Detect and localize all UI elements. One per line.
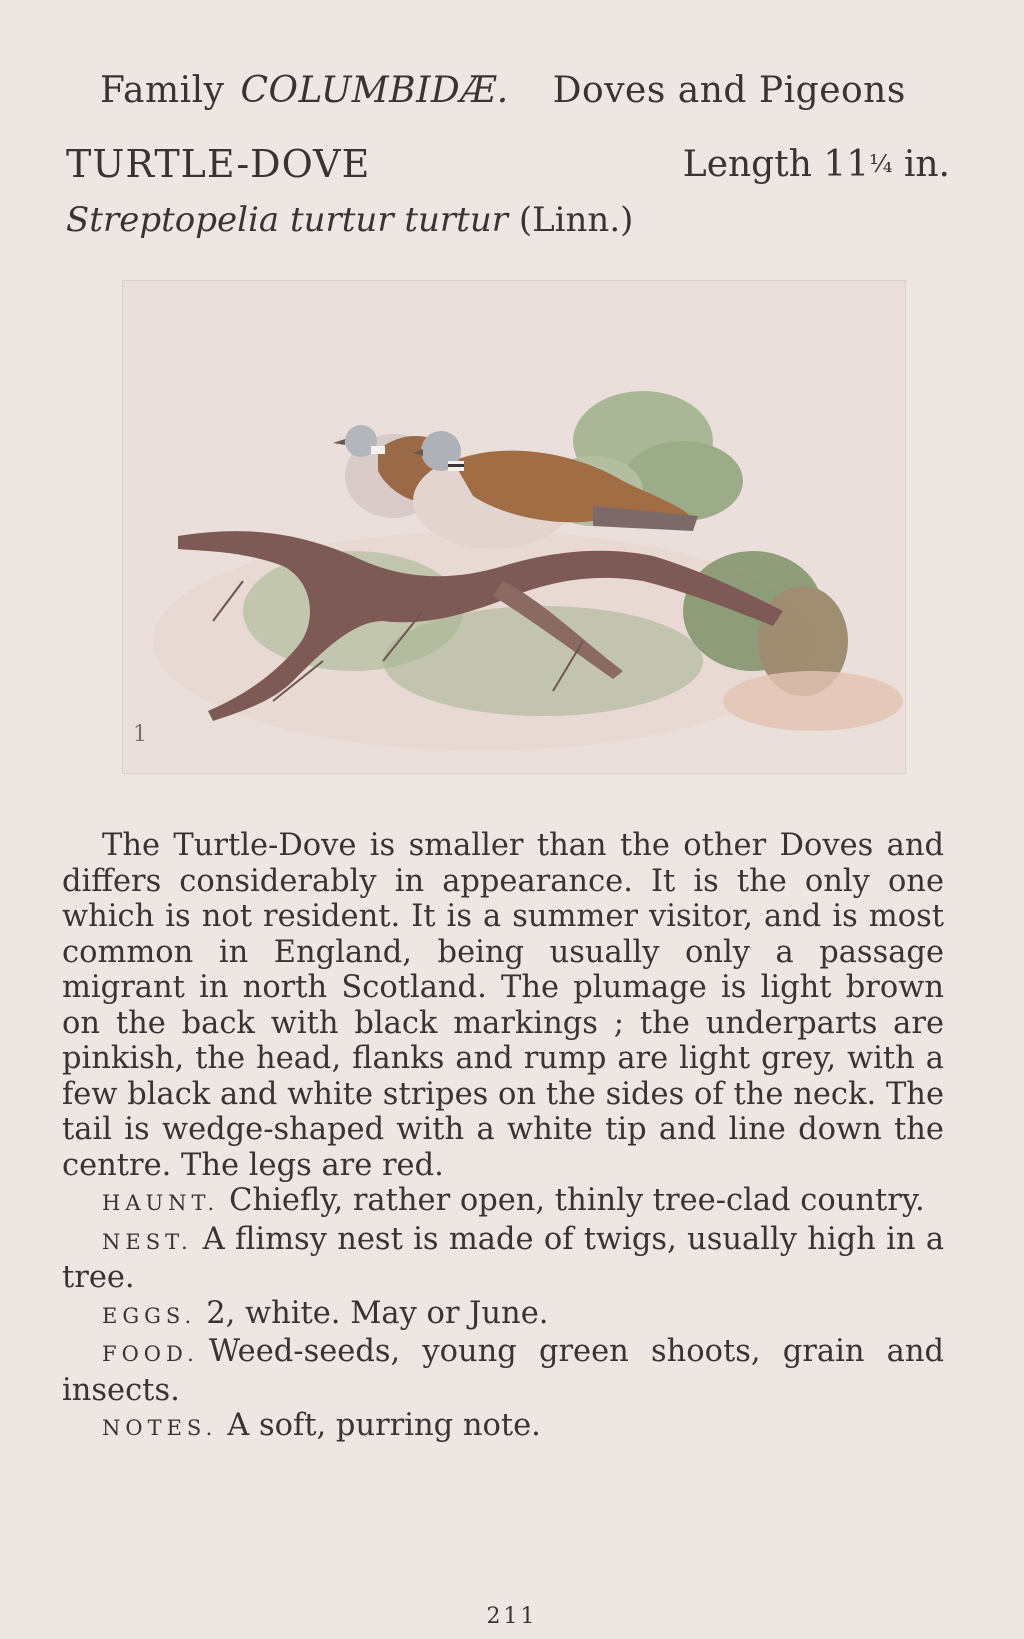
species-description bbox=[62, 828, 944, 1447]
scientific-binomial: Streptopelia turtur turtur bbox=[66, 200, 508, 240]
nest-text: A flimsy nest is made of twigs, usually high in a tree. bbox=[62, 1221, 944, 1295]
nest-label: NEST. bbox=[102, 1229, 193, 1254]
notes-entry bbox=[62, 1408, 944, 1447]
family-latin-name: COLUMBIDÆ. bbox=[240, 70, 509, 111]
species-title: TURTLE-DOVE bbox=[66, 142, 371, 186]
length-unit: in. bbox=[892, 144, 950, 185]
haunt-text: Chiefly, rather open, thinly tree-clad country. bbox=[229, 1183, 925, 1218]
eggs-entry bbox=[62, 1296, 944, 1335]
scientific-name bbox=[66, 200, 633, 240]
species-length bbox=[683, 144, 950, 185]
eggs-text: 2, white. May or June. bbox=[206, 1295, 549, 1331]
nest-entry bbox=[62, 1222, 944, 1296]
length-fraction: ¼ bbox=[869, 150, 893, 178]
family-prefix: Family bbox=[100, 70, 225, 111]
haunt-label: HAUNT. bbox=[102, 1191, 220, 1215]
eggs-label: EGGS. bbox=[102, 1303, 197, 1328]
plate-number: 1 bbox=[133, 722, 147, 747]
haunt-entry bbox=[62, 1183, 944, 1222]
food-label: FOOD. bbox=[102, 1342, 199, 1366]
length-prefix: Length 11 bbox=[682, 144, 870, 185]
notes-text: A soft, purring note. bbox=[227, 1408, 541, 1443]
family-heading bbox=[100, 70, 920, 111]
food-text: Weed-seeds, young green shoots, grain and insects. bbox=[62, 1334, 944, 1408]
page-number: 211 bbox=[486, 1604, 538, 1629]
notes-label: NOTES. bbox=[102, 1416, 218, 1440]
bird-illustration bbox=[122, 280, 906, 774]
family-common-name: Doves and Pigeons bbox=[552, 70, 906, 111]
scientific-authority: (Linn.) bbox=[518, 200, 634, 240]
turtle-dove-painting bbox=[123, 281, 905, 773]
description-paragraph: The Turtle-Dove is smaller than the other Doves and differs considerably in appearance. It is the only one which is not resident. It is a summer visitor, and is most common in England, being usually only a passage migrant in north Scotland. The plumage is light brown on the back with black markings ; the underparts are pinkish, the head, flanks and rump are light grey, with a few black and white stripes on the sides of the neck. The tail is wedge-shaped with a white tip and line down the centre. The legs are red. bbox=[62, 828, 944, 1183]
food-entry bbox=[62, 1334, 944, 1408]
